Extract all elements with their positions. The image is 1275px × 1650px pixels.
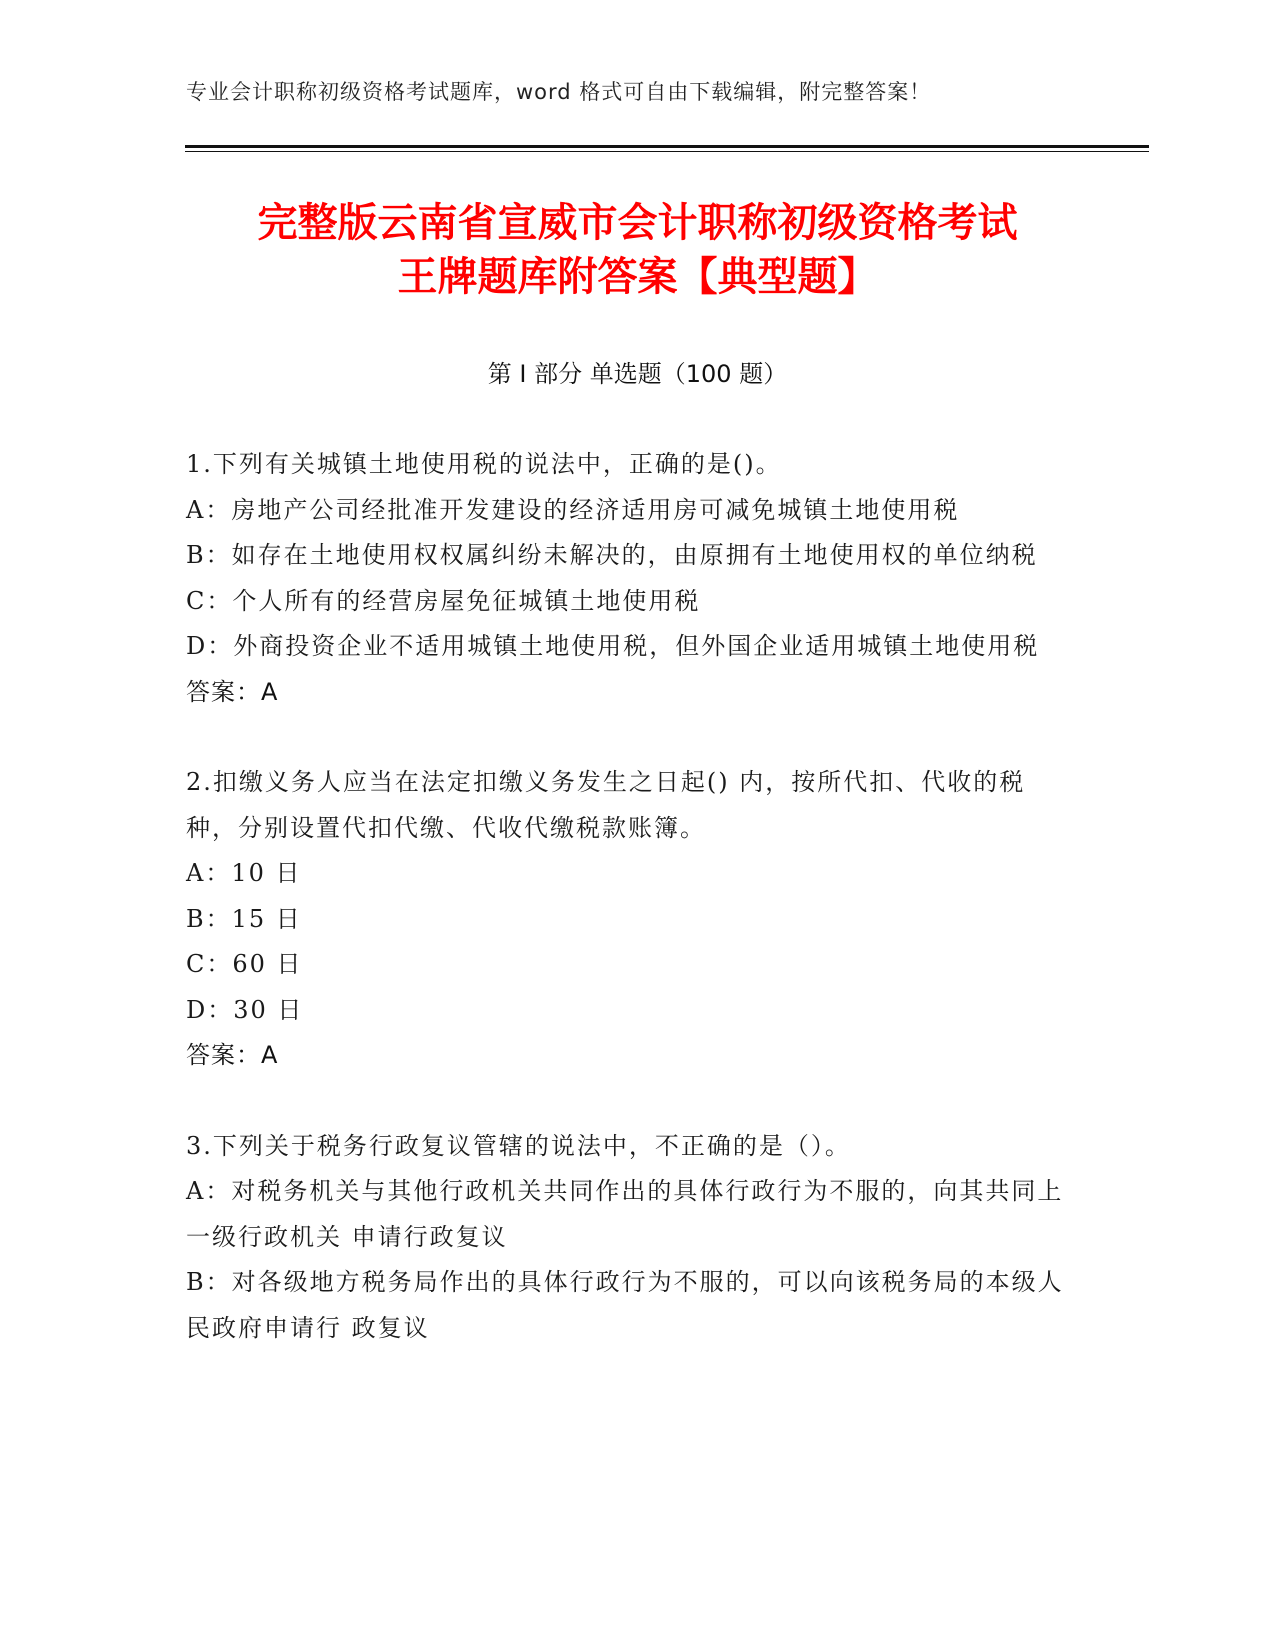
option-d: D：外商投资企业不适用城镇土地使用税，但外国企业适用城镇土地使用税 xyxy=(186,632,1040,660)
answer: 答案：A xyxy=(186,677,279,706)
question-list xyxy=(186,442,1076,1396)
option-b: B：对各级地方税务局作出的具体行政行为不服的，可以向该税务局的本级人民政府申请行 政复议 xyxy=(186,1268,1064,1342)
option-c: C：60 日 xyxy=(186,950,303,978)
question-2 xyxy=(186,760,1076,1079)
question-1 xyxy=(186,442,1076,715)
page-header: 专业会计职称初级资格考试题库，word 格式可自由下载编辑，附完整答案！ xyxy=(186,80,932,104)
option-a: A：对税务机关与其他行政机关共同作出的具体行政行为不服的，向其共同上一级行政机关 申请行政复议 xyxy=(186,1177,1064,1251)
header-divider-thin xyxy=(185,151,1149,152)
option-a: A：房地产公司经批准开发建设的经济适用房可减免城镇土地使用税 xyxy=(186,495,960,524)
question-stem: 3.下列关于税务行政复议管辖的说法中，不正确的是（）。 xyxy=(186,1131,851,1160)
document-title-line-1: 完整版云南省宣威市会计职称初级资格考试 xyxy=(257,200,1018,246)
option-c: C：个人所有的经营房屋免征城镇土地使用税 xyxy=(186,586,701,615)
option-a: A：10 日 xyxy=(186,859,302,887)
section-heading: 第 I 部分 单选题（100 题） xyxy=(487,360,788,388)
answer: 答案：A xyxy=(186,1041,279,1069)
header-divider-thick xyxy=(185,145,1149,148)
option-d: D：30 日 xyxy=(186,995,304,1024)
option-b: B：15 日 xyxy=(186,904,302,933)
question-3 xyxy=(186,1124,1076,1352)
document-title xyxy=(130,196,1145,304)
option-b: B：如存在土地使用权权属纠纷未解决的，由原拥有土地使用权的单位纳税 xyxy=(186,541,1038,569)
document-title-line-2: 王牌题库附答案【典型题】 xyxy=(397,254,878,300)
question-stem: 2.扣缴义务人应当在法定扣缴义务发生之日起() 内，按所代扣、代收的税种，分别设置代扣代缴、代收代缴税款账簿。 xyxy=(186,768,1026,842)
question-stem: 1.下列有关城镇土地使用税的说法中，正确的是()。 xyxy=(186,450,782,478)
